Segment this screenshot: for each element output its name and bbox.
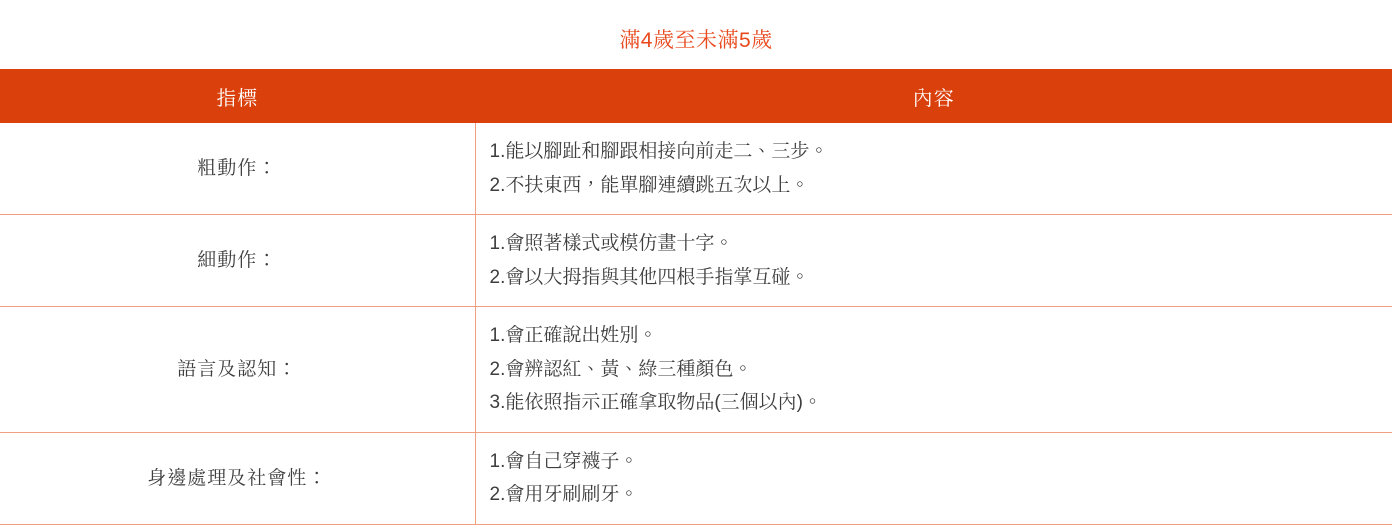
row-indicator-label: 語言及認知： <box>0 307 475 433</box>
developmental-milestone-table <box>0 69 1392 525</box>
content-list <box>490 319 1392 420</box>
list-item: 2.會辨認紅、黃、綠三種顏色。 <box>490 353 1392 387</box>
table-body <box>0 123 1392 524</box>
row-content <box>475 123 1392 215</box>
row-indicator-label: 細動作： <box>0 215 475 307</box>
content-list <box>490 227 1392 294</box>
table-header <box>0 69 1392 123</box>
list-item: 1.會正確說出姓別。 <box>490 319 1392 353</box>
page-title: 滿4歲至未滿5歲 <box>0 0 1392 69</box>
content-list <box>490 445 1392 512</box>
list-item: 1.會自己穿襪子。 <box>490 445 1392 479</box>
content-list <box>490 135 1392 202</box>
row-content <box>475 307 1392 433</box>
row-indicator-label: 身邊處理及社會性： <box>0 432 475 524</box>
list-item: 1.能以腳趾和腳跟相接向前走二、三步。 <box>490 135 1392 169</box>
list-item: 2.會以大拇指與其他四根手指掌互碰。 <box>490 261 1392 295</box>
column-header-indicator: 指標 <box>0 69 475 123</box>
list-item: 3.能依照指示正確拿取物品(三個以內)。 <box>490 386 1392 420</box>
table-row <box>0 307 1392 433</box>
list-item: 2.不扶東西，能單腳連續跳五次以上。 <box>490 169 1392 203</box>
row-content <box>475 215 1392 307</box>
row-content <box>475 432 1392 524</box>
list-item: 1.會照著樣式或模仿畫十字。 <box>490 227 1392 261</box>
table-row <box>0 432 1392 524</box>
column-header-content: 內容 <box>475 69 1392 123</box>
table-row <box>0 215 1392 307</box>
table-header-row <box>0 69 1392 123</box>
list-item: 2.會用牙刷刷牙。 <box>490 478 1392 512</box>
table-row <box>0 123 1392 215</box>
row-indicator-label: 粗動作： <box>0 123 475 215</box>
